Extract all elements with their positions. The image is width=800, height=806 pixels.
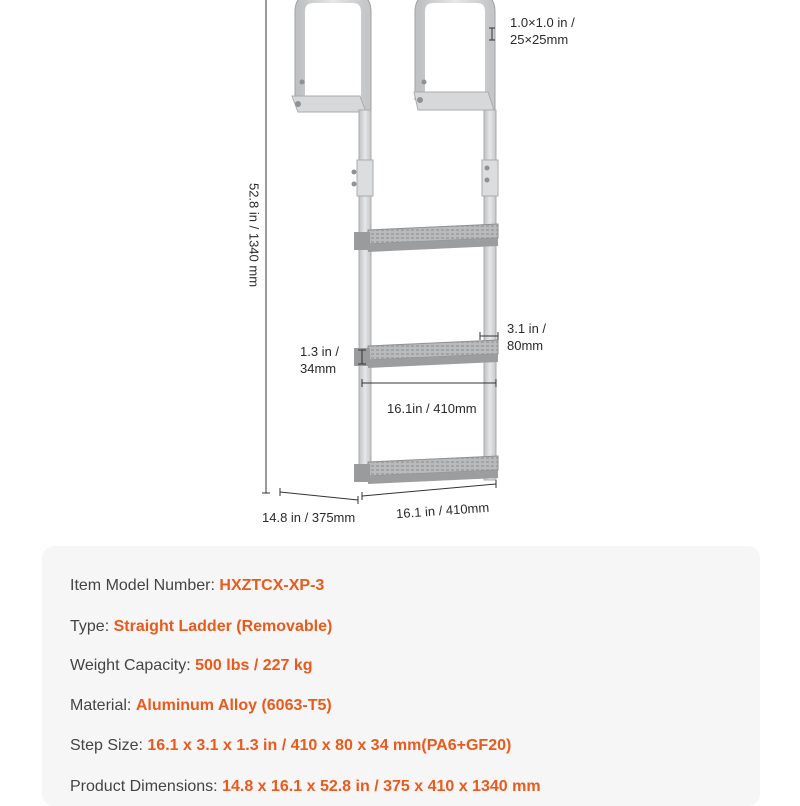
spec-model (70, 576, 324, 596)
spec-label: Step Size: (70, 737, 143, 754)
height-label: 52.8 in / 1340 mm (246, 182, 262, 288)
spec-value: HXZTCX-XP-3 (219, 577, 325, 594)
step-middle (354, 340, 498, 368)
ladder-rails (352, 110, 499, 480)
spec-value: 500 lbs / 227 kg (195, 657, 313, 674)
step-top (354, 224, 498, 252)
spec-label: Item Model Number: (70, 577, 215, 594)
mounting-brackets (292, 80, 494, 113)
spec-label: Weight Capacity: (70, 657, 191, 674)
spec-value: 14.8 x 16.1 x 52.8 in / 375 x 410 x 1340 mm (222, 778, 541, 795)
tube-size-label: 1.0×1.0 in / 25×25mm (510, 15, 575, 47)
spec-label: Material: (70, 697, 132, 714)
spec-weight-capacity (70, 656, 313, 676)
step-thickness-label: 1.3 in / 34mm (300, 344, 340, 376)
step-bottom (354, 456, 498, 484)
step-width-label: 3.1 in / 80mm (507, 321, 547, 353)
spec-step-size (70, 736, 511, 756)
depth-label: 14.8 in / 375mm (262, 510, 356, 525)
spec-label: Product Dimensions: (70, 778, 218, 795)
spec-value: Aluminum Alloy (6063-T5) (135, 697, 332, 714)
spec-value: Straight Ladder (Removable) (113, 618, 333, 635)
spec-type (70, 617, 332, 637)
bottom-width-label: 16.1 in / 410mm (395, 499, 490, 522)
spec-label: Type: (70, 618, 110, 635)
spec-product-dimensions (70, 777, 541, 797)
inner-width-label: 16.1in / 410mm (387, 401, 477, 416)
spec-material (70, 696, 332, 716)
ladder-steps (354, 224, 498, 484)
spec-value: 16.1 x 3.1 x 1.3 in / 410 x 80 x 34 mm(PA6+GF20) (147, 737, 512, 754)
